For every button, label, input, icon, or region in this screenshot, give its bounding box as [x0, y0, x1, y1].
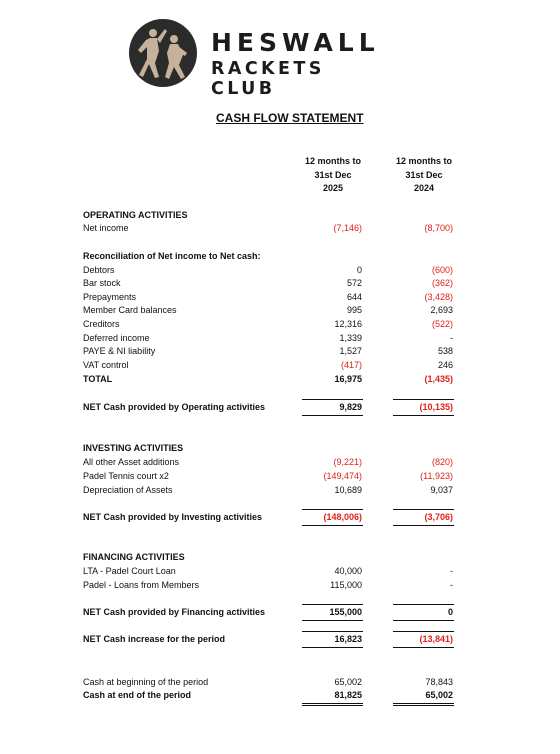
table-row [0, 485, 560, 498]
value-2025: 40,000 [334, 566, 362, 576]
value-2025: 115,000 [330, 580, 362, 590]
value-2024: (3,428) [424, 292, 453, 302]
column-header-2025 [293, 155, 373, 196]
row-label: Debtors [83, 265, 115, 275]
row-label: LTA - Padel Court Loan [83, 566, 176, 576]
rule-line [393, 604, 454, 605]
column-header-line: 31st Dec [314, 169, 352, 180]
value-2024: 2,693 [430, 305, 453, 315]
table-row [0, 265, 560, 278]
club-logo [125, 16, 380, 99]
row-label: Member Card balances [83, 305, 177, 315]
rule-line [302, 525, 363, 526]
value-2025: 12,316 [334, 319, 362, 329]
value-2025: 572 [346, 278, 362, 288]
document-title: CASH FLOW STATEMENT [216, 111, 364, 125]
column-header-line: 12 months to [304, 156, 361, 166]
value-2024: (600) [431, 265, 453, 275]
rule-line [302, 620, 363, 621]
net-financing-row [0, 607, 560, 620]
table-row [0, 333, 560, 346]
cash-end-row [0, 690, 560, 703]
row-label: Creditors [83, 319, 120, 329]
rule-line [393, 509, 454, 510]
table-row [0, 471, 560, 484]
table-row [0, 346, 560, 359]
players-emblem-icon [129, 19, 197, 87]
value-2024: (3,706) [424, 512, 453, 522]
row-label: NET Cash provided by Financing activities [83, 607, 266, 617]
column-header-line: 31st Dec [405, 169, 443, 180]
rule-line [302, 631, 363, 632]
column-header-line: 12 months to [395, 156, 452, 166]
row-label: Depreciation of Assets [83, 485, 173, 495]
value-2024: (13,841) [419, 634, 453, 644]
value-2025: 155,000 [329, 607, 362, 617]
section-heading-operating [0, 210, 560, 223]
value-2024: (362) [431, 278, 453, 288]
reconciliation-heading [0, 251, 560, 264]
value-2024: - [450, 566, 453, 576]
rule-line [393, 705, 454, 706]
row-label: All other Asset additions [83, 457, 180, 467]
value-2024: 78,843 [425, 677, 453, 687]
rule-line [302, 705, 363, 706]
rule-line [393, 647, 454, 648]
row-label: TOTAL [83, 374, 113, 384]
row-label: NET Cash provided by Investing activities [83, 512, 263, 522]
club-subtitle: RACKETS CLUB [211, 59, 325, 99]
value-2025: 9,829 [339, 402, 362, 412]
row-label: VAT control [83, 360, 129, 370]
value-2025: 0 [356, 265, 362, 275]
section-heading-investing [0, 443, 560, 456]
value-2025: (9,221) [333, 457, 362, 467]
row-label: NET Cash provided by Operating activities [83, 402, 266, 412]
row-label: Prepayments [83, 292, 137, 302]
rule-line [393, 525, 454, 526]
value-2025: (148,006) [323, 512, 362, 522]
rule-line [393, 399, 454, 400]
value-2024: 0 [447, 607, 453, 617]
rule-line [393, 415, 454, 416]
value-2024: (1,435) [424, 374, 453, 384]
value-2025: 1,527 [339, 346, 362, 356]
value-2024: (820) [431, 457, 453, 467]
row-label: INVESTING ACTIVITIES [83, 443, 184, 453]
total-row [0, 374, 560, 387]
value-2025: 16,975 [334, 374, 362, 384]
table-row [0, 457, 560, 470]
row-label: Cash at beginning of the period [83, 677, 209, 687]
row-label: Deferred income [83, 333, 150, 343]
rule-line [302, 399, 363, 400]
table-row [0, 292, 560, 305]
value-2024: 246 [437, 360, 453, 370]
column-header-line: 2024 [413, 183, 435, 193]
value-2025: 65,002 [334, 677, 362, 687]
cash-beginning-row [0, 677, 560, 690]
value-2025: 1,339 [339, 333, 362, 343]
value-2024: (10,135) [419, 402, 453, 412]
row-label: NET Cash increase for the period [83, 634, 226, 644]
table-row [0, 278, 560, 291]
rule-line [302, 509, 363, 510]
value-2024: - [450, 580, 453, 590]
net-increase-row [0, 634, 560, 647]
value-2025: 81,825 [334, 690, 362, 700]
value-2025: (149,474) [323, 471, 362, 481]
value-2024: (522) [431, 319, 453, 329]
column-header-line: 2025 [322, 183, 344, 193]
section-heading-financing [0, 552, 560, 565]
rule-line [302, 647, 363, 648]
table-row [0, 223, 560, 236]
value-2025: 995 [346, 305, 362, 315]
table-row [0, 580, 560, 593]
rule-line [302, 415, 363, 416]
value-2024: 9,037 [430, 485, 453, 495]
rule-line [302, 703, 363, 704]
row-label: Padel Tennis court x2 [83, 471, 169, 481]
table-row [0, 566, 560, 579]
net-investing-row [0, 512, 560, 525]
value-2025: 644 [346, 292, 362, 302]
value-2024: (11,923) [420, 471, 453, 481]
row-label: Cash at end of the period [83, 690, 192, 700]
column-header-2024 [384, 155, 464, 196]
row-label: Net income [83, 223, 129, 233]
row-label: Bar stock [83, 278, 121, 288]
value-2024: 538 [437, 346, 453, 356]
table-row [0, 360, 560, 373]
row-label: OPERATING ACTIVITIES [83, 210, 188, 220]
rule-line [302, 604, 363, 605]
value-2024: (8,700) [424, 223, 453, 233]
row-label: FINANCING ACTIVITIES [83, 552, 185, 562]
value-2025: 10,689 [334, 485, 362, 495]
rule-line [393, 631, 454, 632]
value-2025: (417) [340, 360, 362, 370]
value-2024: 65,002 [425, 690, 453, 700]
rule-line [393, 620, 454, 621]
value-2025: 16,823 [334, 634, 362, 644]
row-label: PAYE & NI liability [83, 346, 156, 356]
row-label: Reconciliation of Net income to Net cash: [83, 251, 261, 261]
table-row [0, 319, 560, 332]
rule-line [393, 703, 454, 704]
club-name: HESWALL [211, 28, 380, 57]
row-label: Padel - Loans from Members [83, 580, 200, 590]
net-operating-row [0, 402, 560, 415]
value-2024: - [450, 333, 453, 343]
table-row [0, 305, 560, 318]
value-2025: (7,146) [333, 223, 362, 233]
